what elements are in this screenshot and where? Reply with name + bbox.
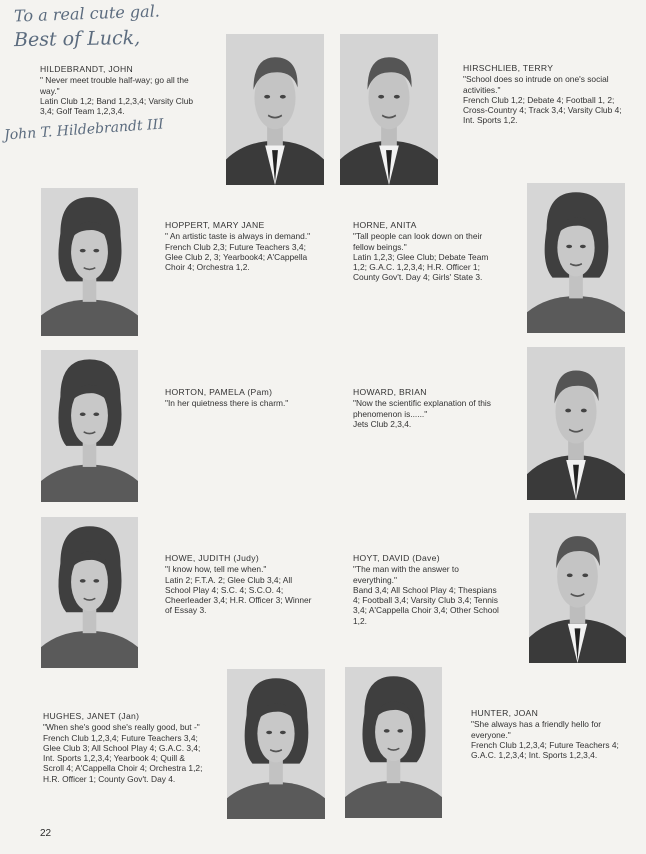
student-name: HILDEBRANDT, JOHN [40, 64, 133, 74]
student-activities: Latin 2; F.T.A. 2; Glee Club 3,4; All School Play 4; S.C. 4; S.C.O. 4; Cheerleader 3,4; H.R. Officer 3; Winner of Essay 3. [165, 574, 312, 616]
student-name: HIRSCHLIEB, TERRY [463, 63, 554, 73]
photo-hoyt [529, 513, 626, 663]
entry-horne [353, 220, 503, 283]
student-quote: "She always has a friendly hello for everyone." [471, 719, 602, 740]
student-activities: Latin Club 1,2; Band 1,2,3,4; Varsity Club 3,4; Golf Team 1,2,3,4. [40, 95, 194, 117]
student-name: HUGHES, JANET (Jan) [43, 711, 140, 721]
student-name: HUNTER, JOAN [471, 708, 539, 718]
student-activities: French Club 1,2,3,4; Future Teachers 4; G.A.C. 1,2,3,4; Int. Sports 1,2,3,4. [471, 739, 619, 761]
entry-hirschlieb [463, 63, 625, 126]
photo-hunter [345, 667, 442, 818]
student-name: HOYT, DAVID (Dave) [353, 553, 440, 563]
photo-hoppert [41, 188, 138, 336]
student-quote: "I know how, tell me when." [165, 564, 267, 575]
entry-horton [165, 387, 315, 409]
photo-horton [41, 350, 138, 502]
inscription-line-2: Best of Luck, [13, 26, 141, 52]
signature: John T. Hildebrandt III [3, 116, 165, 144]
student-name: HOWE, JUDITH (Judy) [165, 553, 260, 563]
student-quote: "School does so intrude on one's social activities." [463, 74, 609, 95]
photo-hirschlieb [340, 34, 438, 185]
student-activities: Band 3,4; All School Play 4; Thespians 4; Football 3,4; Varsity Club 3,4; Tennis 3,4; A'Cappella Choir 3,4; Other School 1,2. [353, 584, 499, 626]
student-name: HORNE, ANITA [353, 220, 417, 230]
student-activities: Latin 1,2,3; Glee Club; Debate Team 1,2; G.A.C. 1,2,3,4; H.R. Officer 1; County Gov't. Day 4; Girls' State 3. [353, 251, 489, 283]
student-name: HOWARD, BRIAN [353, 387, 427, 397]
entry-hughes [43, 711, 208, 784]
entry-hoyt [353, 553, 505, 626]
photo-hildebrandt [226, 34, 324, 185]
entry-hildebrandt [40, 64, 208, 116]
student-quote: " Never meet trouble half-way; go all the way." [40, 75, 189, 96]
page-number: 22 [40, 828, 52, 839]
student-activities: French Club 1,2; Debate 4; Football 1, 2; Cross-Country 4; Track 3,4; Varsity Club 4; Int. Sports 1,2. [463, 94, 622, 126]
student-name: HORTON, PAMELA (Pam) [165, 387, 273, 397]
student-quote: "In her quietness there is charm." [165, 398, 289, 409]
student-quote: "When she's good she's really good, but -" [43, 722, 200, 733]
student-quote: "The man with the answer to everything." [353, 564, 459, 585]
student-name: HOPPERT, MARY JANE [165, 220, 265, 230]
entry-hoppert [165, 220, 313, 272]
student-quote: "Now the scientific explanation of this phenomenon is......" [353, 398, 491, 419]
student-activities: French Club 1,2,3,4; Future Teachers 3,4; Glee Club 3; All School Play 4; G.A.C. 3,4; Int. Sports 1,2,3,4; Yearbook 4; Quill & Scroll 4; A'Cappella Choir 4; Orchestra 1,2; H.R. Officer 1; County Gov't. Day 4. [43, 732, 203, 784]
entry-howard [353, 387, 505, 429]
student-quote: "Tall people can look down on their fellow beings." [353, 231, 483, 252]
photo-hughes [227, 669, 325, 819]
photo-howard [527, 347, 625, 500]
photo-howe [41, 517, 138, 668]
student-quote: " An artistic taste is always in demand." [165, 231, 311, 242]
entry-howe [165, 553, 315, 616]
student-activities: French Club 2,3; Future Teachers 3,4; Glee Club 2, 3; Yearbook4; A'Cappella Choir 4; Orchestra 1,2. [165, 241, 308, 273]
student-activities: Jets Club 2,3,4. [353, 418, 412, 429]
inscription-line-1: To a real cute gal. [13, 1, 161, 26]
photo-horne [527, 183, 625, 333]
entry-hunter [471, 708, 629, 760]
